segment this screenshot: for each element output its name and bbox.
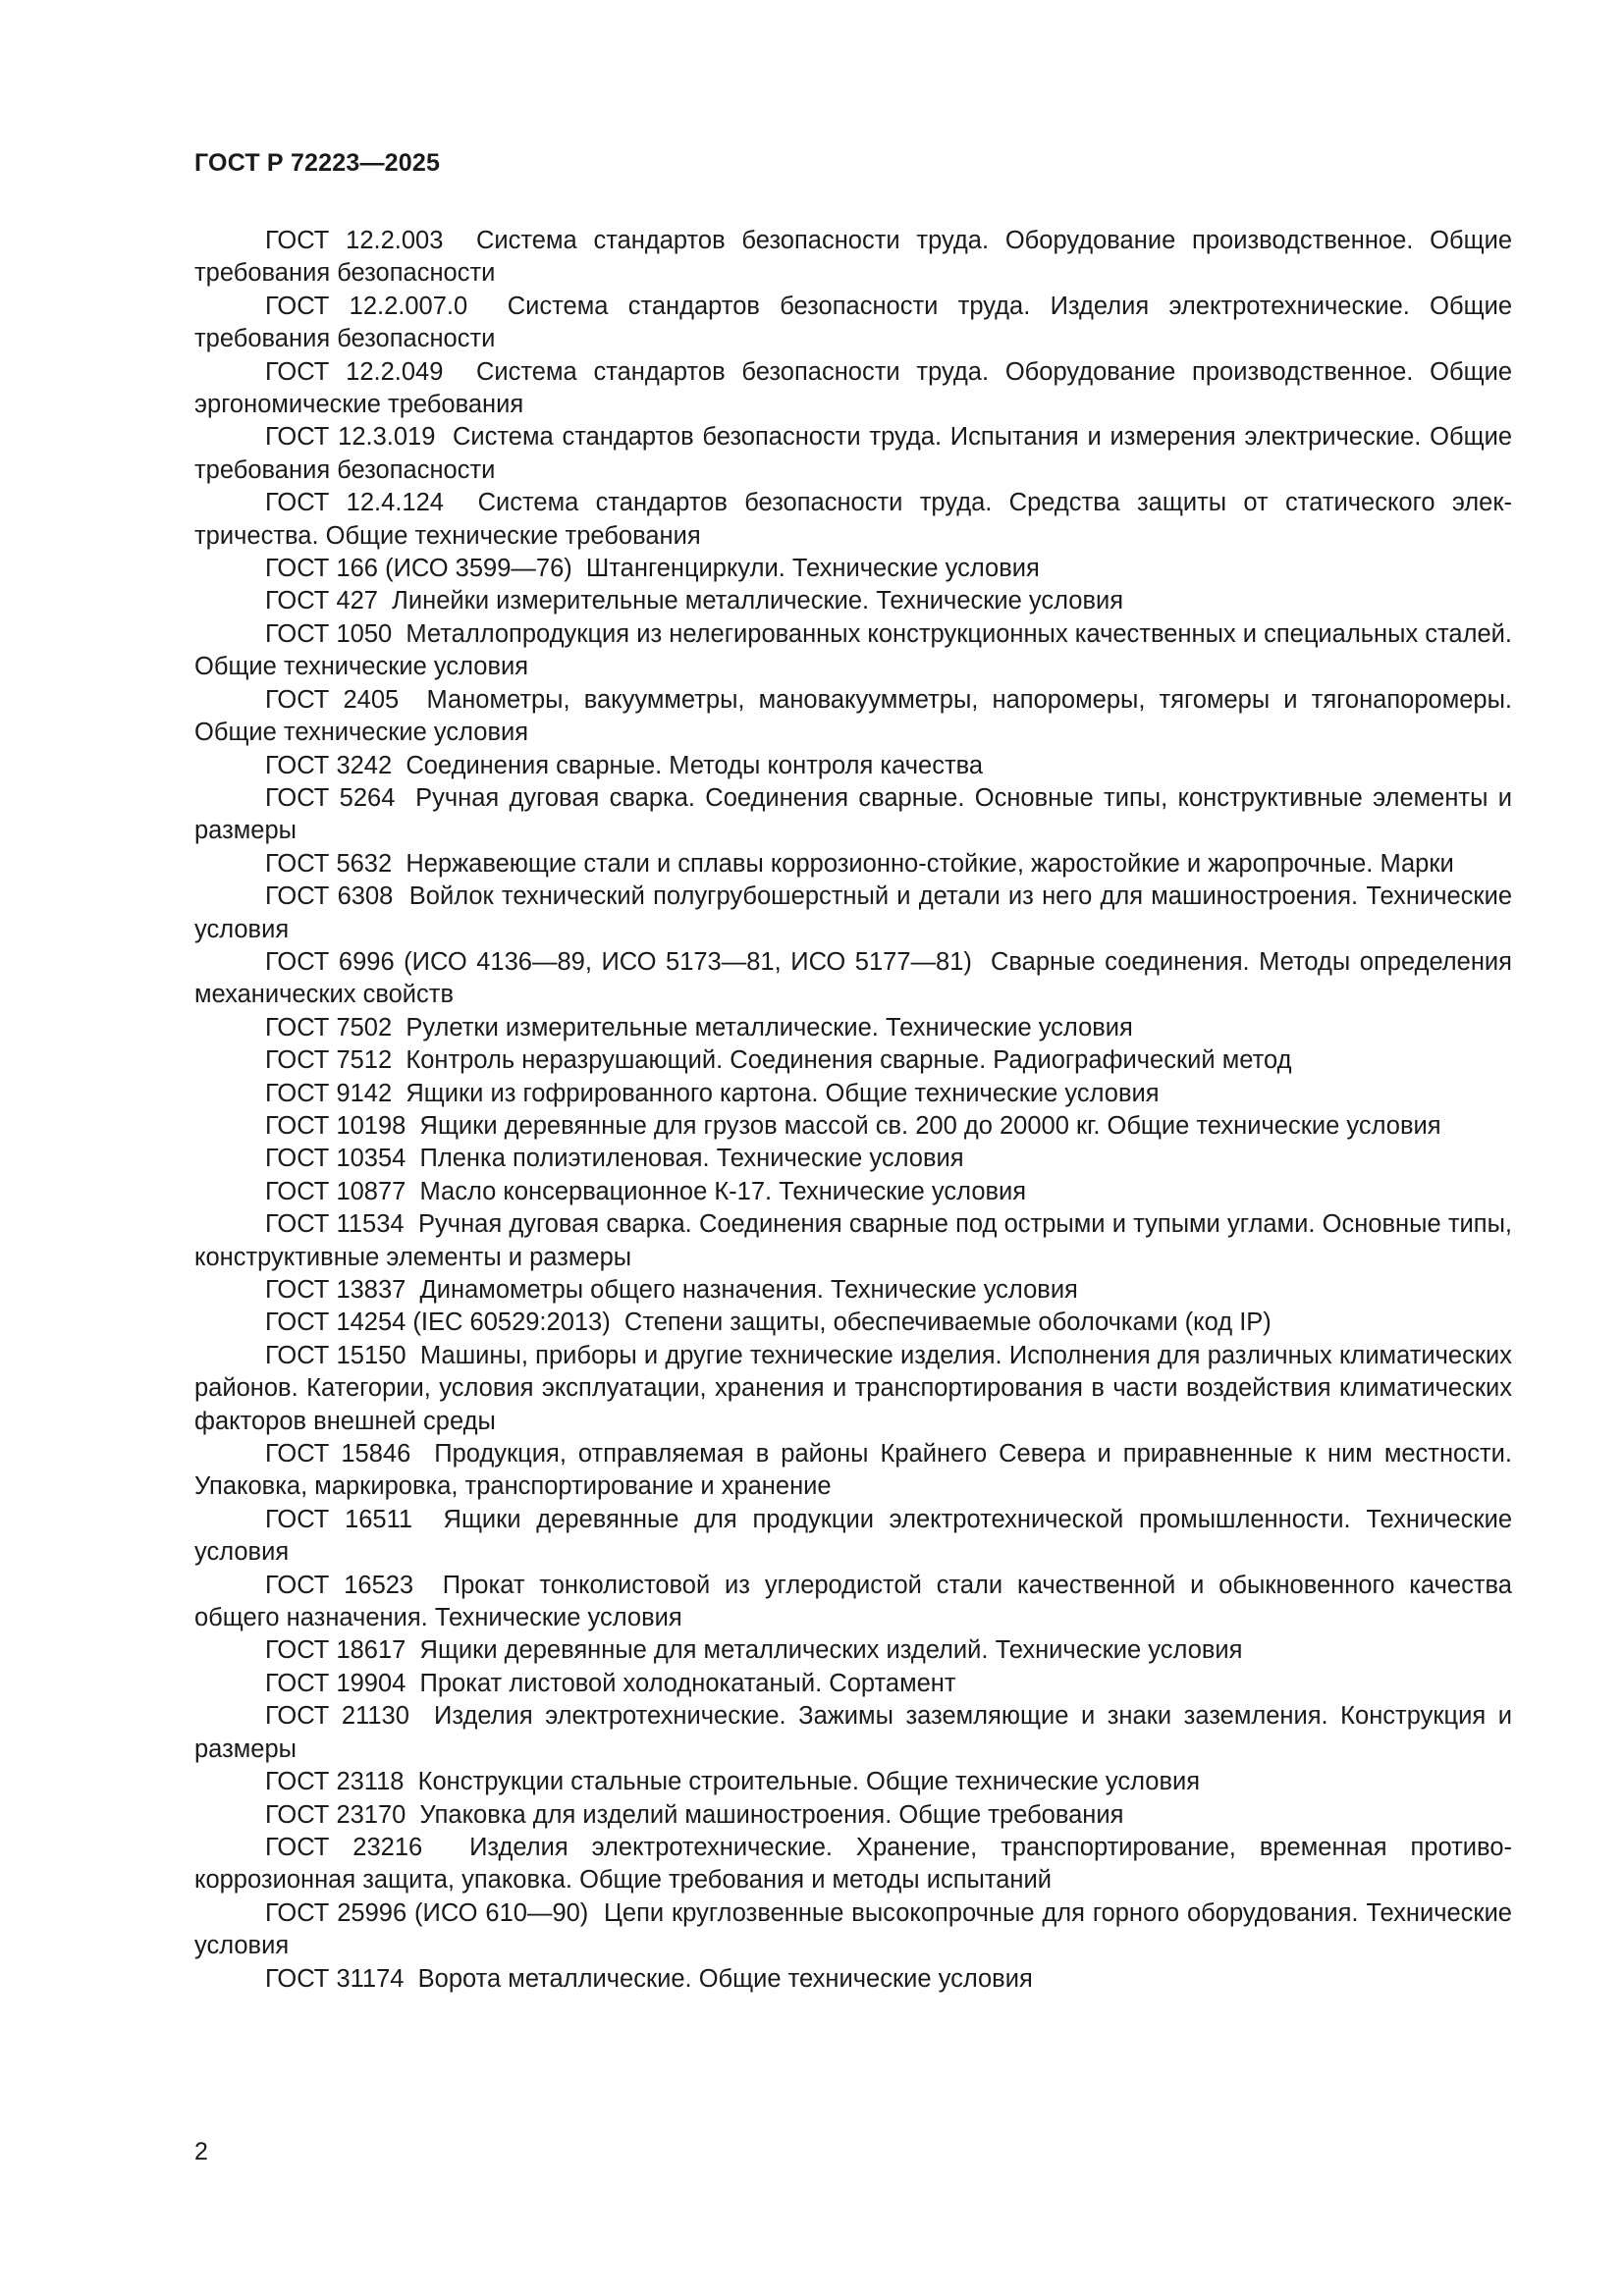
reference-entry	[194, 684, 1512, 750]
reference-entry	[194, 421, 1512, 487]
reference-code: ГОСТ 31174	[265, 1964, 405, 1993]
reference-entry	[194, 487, 1512, 553]
reference-title: Ящики деревянные для грузов массой св. 200 до 20000 кг. Общие технические условия	[419, 1111, 1441, 1140]
reference-entry	[194, 1208, 1512, 1274]
reference-code: ГОСТ 16511	[265, 1505, 413, 1533]
reference-entry	[194, 1143, 1512, 1175]
reference-entry	[194, 1078, 1512, 1110]
reference-code: ГОСТ 6996 (ИСО 4136—89, ИСО 5173—81, ИСО 5177—81)	[265, 947, 972, 976]
reference-code: ГОСТ 21130	[265, 1702, 409, 1731]
reference-entry	[194, 750, 1512, 782]
reference-entry	[194, 1504, 1512, 1570]
reference-code: ГОСТ 15150	[265, 1341, 406, 1369]
reference-title: Войлок технический полугрубошерстный и детали из него для машиностроения. Технические условия	[194, 882, 1513, 943]
reference-title: Продукция, отправляемая в районы Крайнего Севера и приравненные к ним местности. Упаковка, маркировка, транспортирование и хранение	[194, 1440, 1513, 1501]
reference-code: ГОСТ 15846	[265, 1440, 411, 1468]
reference-title: Сварные соединения. Методы определения механических свойств	[194, 947, 1512, 1009]
normative-references-list	[194, 225, 1512, 1996]
reference-code: ГОСТ 19904	[265, 1669, 406, 1697]
reference-entry	[194, 848, 1512, 881]
reference-title: Ящики деревянные для продукции электротехнической промышленности. Технические условия	[194, 1505, 1512, 1567]
reference-title: Рулетки измерительные металлические. Технические условия	[406, 1013, 1133, 1041]
reference-code: ГОСТ 16523	[265, 1571, 414, 1599]
reference-title: Нержавеющие стали и сплавы коррозионно-стойкие, жаростойкие и жаропрочные. Марки	[406, 849, 1454, 878]
reference-code: ГОСТ 10877	[265, 1177, 406, 1205]
page-number: 2	[194, 2138, 208, 2165]
reference-code: ГОСТ 5632	[265, 849, 393, 878]
reference-code: ГОСТ 10354	[265, 1145, 406, 1173]
reference-code: ГОСТ 1050	[265, 619, 393, 648]
reference-title: Штангенциркули. Технические условия	[585, 555, 1040, 583]
reference-title: Линейки измерительные металлические. Технические условия	[392, 587, 1124, 615]
reference-code: ГОСТ 12.4.124	[265, 489, 444, 517]
reference-entry	[194, 553, 1512, 585]
reference-entry	[194, 1307, 1512, 1339]
reference-title: Пленка полиэтиленовая. Технические условия	[419, 1145, 964, 1173]
reference-title: Ручная дуговая сварка. Соединения сварные. Основные типы, конструктивные элементы и размеры	[194, 783, 1513, 845]
reference-code: ГОСТ 6308	[265, 882, 394, 911]
reference-title: Машины, приборы и другие технические изделия. Исполнения для различных климатических районов. Категории, условия эксплуатации, хранения и транспортирования в части воздействия климатических факторов внешней среды	[194, 1341, 1513, 1435]
reference-entry	[194, 225, 1512, 291]
reference-title: Система стандартов безопасности труда. Оборудование производственное. Общие эргономические требования	[194, 357, 1513, 419]
reference-entry	[194, 946, 1512, 1012]
reference-title: Ручная дуговая сварка. Соединения сварные под острыми и тупыми углами. Основные типы, конструктивные элементы и размеры	[194, 1210, 1512, 1271]
reference-title: Ящики из гофрированного картона. Общие технические условия	[406, 1079, 1160, 1107]
reference-code: ГОСТ 23170	[265, 1800, 406, 1829]
reference-title: Упаковка для изделий машиностроения. Общие требования	[419, 1800, 1124, 1829]
reference-entry	[194, 1044, 1512, 1077]
reference-entry	[194, 782, 1512, 848]
reference-entry	[194, 618, 1512, 684]
reference-code: ГОСТ 166 (ИСО 3599—76)	[265, 555, 572, 583]
reference-title: Масло консервационное К-17. Технические условия	[419, 1177, 1027, 1205]
reference-code: ГОСТ 7512	[265, 1046, 393, 1075]
reference-entry	[194, 1700, 1512, 1766]
reference-title: Ящики деревянные для металлических изделий. Технические условия	[419, 1636, 1243, 1665]
reference-entry	[194, 1340, 1512, 1438]
reference-entry	[194, 881, 1512, 946]
reference-entry	[194, 1176, 1512, 1208]
reference-code: ГОСТ 14254 (IEC 60529:2013)	[265, 1308, 611, 1337]
reference-title: Ворота металлические. Общие технические условия	[417, 1964, 1033, 1993]
reference-entry	[194, 1799, 1512, 1832]
reference-entry	[194, 1897, 1512, 1963]
reference-code: ГОСТ 12.2.003	[265, 227, 444, 254]
reference-title: Система стандартов безопасности труда. Испытания и измерения электрические. Общие требования безопасности	[194, 423, 1513, 484]
reference-code: ГОСТ 18617	[265, 1636, 406, 1665]
reference-entry	[194, 1963, 1512, 1996]
reference-title: Прокат листовой холоднокатаный. Сортамент	[419, 1669, 956, 1697]
reference-entry	[194, 1438, 1512, 1504]
reference-title: Система стандартов безопасности труда. Изделия электротехнические. Общие требования безопасности	[194, 292, 1513, 353]
reference-title: Конструкции стальные строительные. Общие технические условия	[417, 1768, 1201, 1796]
reference-entry	[194, 1110, 1512, 1143]
reference-code: ГОСТ 5264	[265, 783, 396, 812]
reference-title: Соединения сварные. Методы контроля качества	[406, 751, 984, 779]
reference-entry	[194, 585, 1512, 617]
reference-entry	[194, 1634, 1512, 1667]
reference-code: ГОСТ 11534	[265, 1210, 405, 1239]
reference-title: Цепи круглозвенные высокопрочные для горного оборудования. Технические условия	[194, 1898, 1512, 1960]
reference-title: Манометры, вакуумметры, мановакуумметры, напоромеры, тягомеры и тягонапоромеры. Общие технические условия	[194, 685, 1513, 747]
reference-title: Система стандартов безопасности труда. Оборудование производственное. Общие требования безопасности	[194, 227, 1513, 288]
reference-title: Система стандартов безопасности труда. Средства защиты от статического электричества. Общие технические требования	[194, 489, 1513, 550]
reference-code: ГОСТ 9142	[265, 1079, 393, 1107]
reference-entry	[194, 1570, 1512, 1635]
reference-entry	[194, 1668, 1512, 1700]
reference-title: Прокат тонколистовой из углеродистой стали качественной и обыкновенного качества общего назначения. Технические условия	[194, 1571, 1512, 1632]
document-header: ГОСТ Р 72223—2025	[194, 149, 441, 177]
reference-entry	[194, 1274, 1512, 1307]
reference-code: ГОСТ 23216	[265, 1833, 423, 1861]
reference-title: Изделия электротехнические. Зажимы заземляющие и знаки заземления. Конструкция и размеры	[194, 1702, 1512, 1763]
reference-entry	[194, 291, 1512, 356]
reference-code: ГОСТ 7502	[265, 1013, 393, 1041]
reference-title: Динамометры общего назначения. Технические условия	[419, 1276, 1078, 1304]
reference-title: Контроль неразрушающий. Соединения сварные. Радиографический метод	[406, 1046, 1292, 1075]
reference-code: ГОСТ 3242	[265, 751, 393, 779]
reference-title: Степени защиты, обеспечиваемые оболочками (код IP)	[623, 1308, 1272, 1337]
reference-code: ГОСТ 427	[265, 587, 378, 615]
reference-title: Металлопродукция из нелегированных конструкционных качественных и специальных сталей. Общие технические условия	[194, 619, 1512, 681]
reference-entry	[194, 1012, 1512, 1044]
reference-entry	[194, 1832, 1512, 1897]
reference-code: ГОСТ 10198	[265, 1111, 406, 1140]
reference-entry	[194, 1766, 1512, 1798]
reference-code: ГОСТ 23118	[265, 1768, 405, 1796]
reference-code: ГОСТ 12.2.049	[265, 357, 444, 386]
reference-code: ГОСТ 12.3.019	[265, 423, 436, 452]
reference-code: ГОСТ 2405	[265, 685, 400, 714]
reference-code: ГОСТ 25996 (ИСО 610—90)	[265, 1898, 589, 1927]
reference-entry	[194, 356, 1512, 422]
reference-code: ГОСТ 13837	[265, 1276, 406, 1304]
reference-code: ГОСТ 12.2.007.0	[265, 292, 468, 320]
reference-title: Изделия электротехнические. Хранение, транспортирование, временная противокоррозионная защита, упаковка. Общие требования и методы испытаний	[194, 1833, 1512, 1895]
